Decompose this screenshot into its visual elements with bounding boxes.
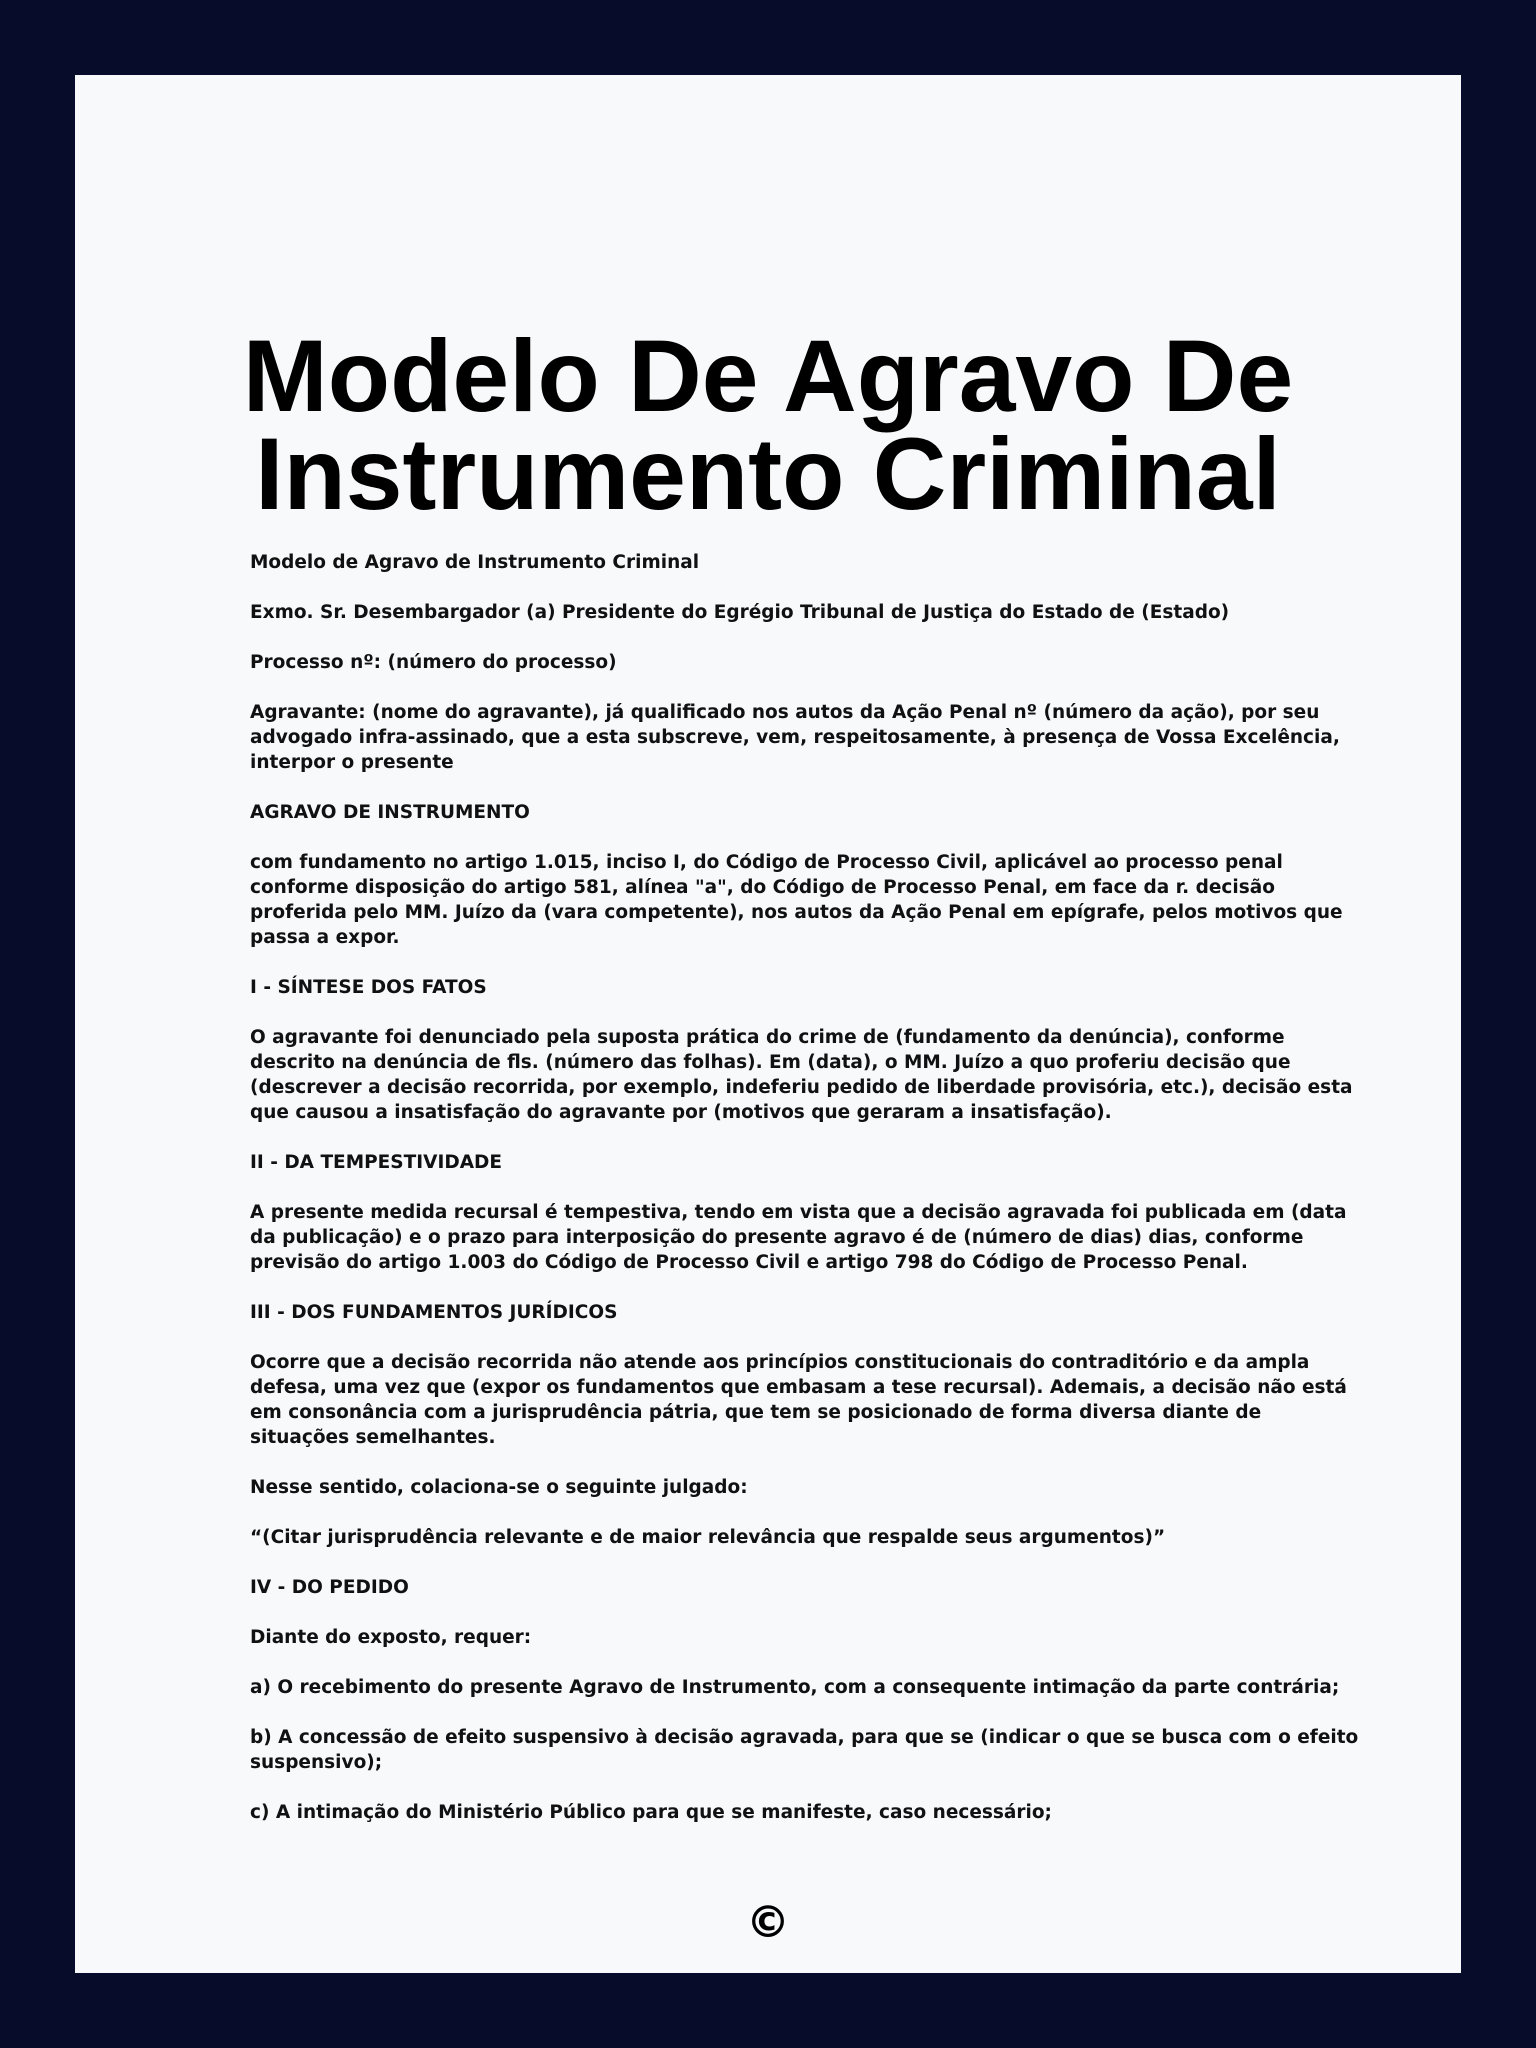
request-item-b: b) A concessão de efeito suspensivo à decisão agravada, para que se (indicar o que se busca com o efeito suspensivo); [250, 1727, 1359, 1773]
request-item-a: a) O recebimento do presente Agravo de Instrumento, com a consequente intimação da parte contrária; [250, 1677, 1340, 1698]
paragraph-addressee: Exmo. Sr. Desembargador (a) Presidente do Egrégio Tribunal de Justiça do Estado de (Estado) [250, 602, 1230, 623]
document-title [75, 319, 1461, 531]
section-heading-agravo: AGRAVO DE INSTRUMENTO [250, 802, 530, 823]
section-heading-timeliness: II - DA TEMPESTIVIDADE [250, 1152, 502, 1173]
paragraph-appellant: Agravante: (nome do agravante), já qualificado nos autos da Ação Penal nº (número da ação), por seu advogado infra-assinado, que a esta subscreve, vem, respeitosamente, à presença de Vossa Excelência, interpor o presente [250, 702, 1340, 773]
request-item-c: c) A intimação do Ministério Público para que se manifeste, caso necessário; [250, 1802, 1052, 1823]
paragraph-case-law-quote: “(Citar jurisprudência relevante e de maior relevância que respalde seus argumentos)” [250, 1527, 1166, 1548]
paragraph-timeliness: A presente medida recursal é tempestiva, tendo em vista que a decisão agravada foi publicada em (data da publicação) e o prazo para interposição do presente agravo é de (número de dias) dias, conforme previsão do artigo 1.003 do Código de Processo Civil e artigo 798 do Código de Processo Penal. [250, 1202, 1347, 1273]
paragraph-legal-grounds: Ocorre que a decisão recorrida não atende aos princípios constitucionais do contraditório e da ampla defesa, uma vez que (expor os fundamentos que embasam a tese recursal). Ademais, a decisão não está em consonância com a jurisprudência pátria, que tem se posicionado de forma diversa diante de situações semelhantes. [250, 1352, 1347, 1448]
document-body [250, 550, 1360, 1850]
paragraph-heading: Modelo de Agravo de Instrumento Criminal [250, 552, 700, 573]
section-heading-legal-grounds: III - DOS FUNDAMENTOS JURÍDICOS [250, 1302, 618, 1323]
section-heading-request: IV - DO PEDIDO [250, 1577, 409, 1598]
paragraph-case-law-intro: Nesse sentido, colaciona-se o seguinte julgado: [250, 1477, 748, 1498]
paragraph-request-intro: Diante do exposto, requer: [250, 1627, 532, 1648]
copyright-icon: © [746, 1897, 790, 1948]
section-heading-facts: I - SÍNTESE DOS FATOS [250, 977, 487, 998]
paragraph-facts: O agravante foi denunciado pela suposta prática do crime de (fundamento da denúncia), conforme descrito na denúncia de fls. (número das folhas). Em (data), o MM. Juízo a quo proferiu decisão que (descrever a decisão recorrida, por exemplo, indeferiu pedido de liberdade provisória, etc.), decisão esta que causou a insatisfação do agravante por (motivos que geraram a insatisfação). [250, 1027, 1353, 1123]
title-line-1: Modelo De Agravo De [242, 319, 1294, 433]
title-line-2: Instrumento Criminal [255, 417, 1281, 531]
document-page [75, 75, 1461, 1973]
paragraph-process-number: Processo nº: (número do processo) [250, 652, 617, 673]
paragraph-grounds: com fundamento no artigo 1.015, inciso I, do Código de Processo Civil, aplicável ao processo penal conforme disposição do artigo 581, alínea "a", do Código de Processo Penal, em face da r. decisão proferida pelo MM. Juízo da (vara competente), nos autos da Ação Penal em epígrafe, pelos motivos que passa a expor. [250, 852, 1343, 948]
